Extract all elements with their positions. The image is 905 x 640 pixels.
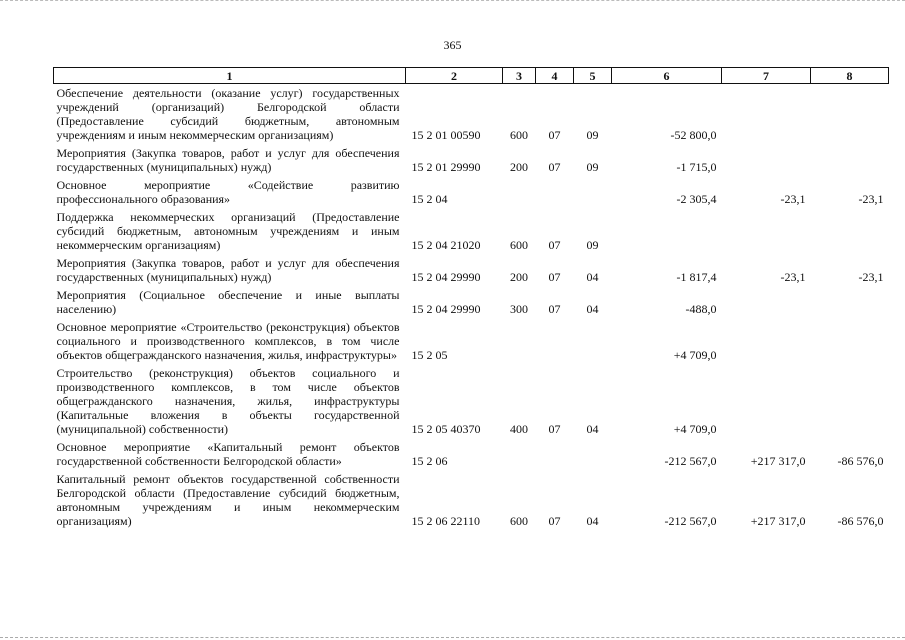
row-subsection: 09 [586,160,599,174]
row-amount-2: -23,1 [780,270,806,284]
row-section: 07 [548,238,561,252]
header-row [54,68,889,84]
table-row [54,254,889,286]
row-expense-type [503,438,536,470]
row-amount-3: -23,1 [858,270,884,284]
table-row [54,318,889,364]
row-amount-1 [612,208,722,254]
row-description: Строительство (реконструкция) объектов социального и производственного комплексов, в том числе объектов общегражданского назначения, жилья, инфраструктуры (Капитальные вложения в объекты государственной (муниципальной) собственности) [56,366,400,436]
row-amount-1: -488,0 [685,302,717,316]
row-expense-type [503,176,536,208]
row-amount-3 [811,364,889,438]
row-amount-1: -1 715,0 [676,160,717,174]
table-row [54,208,889,254]
row-code: 15 2 06 22110 [411,514,481,528]
header-col-3: 3 [503,68,536,84]
row-section: 07 [548,160,561,174]
row-section: 07 [548,302,561,316]
row-expense-type [503,318,536,364]
header-col-4: 4 [536,68,574,84]
header-col-2: 2 [406,68,503,84]
row-subsection [574,438,612,470]
row-subsection [574,176,612,208]
row-code: 15 2 04 21020 [411,238,481,252]
row-expense-type: 300 [510,302,528,316]
row-expense-type: 200 [510,160,528,174]
row-section [536,176,574,208]
row-subsection: 04 [586,270,599,284]
row-subsection: 04 [586,422,599,436]
table-row [54,84,889,145]
row-amount-1: +4 709,0 [673,422,717,436]
row-description: Основное мероприятие «Строительство (реконструкция) объектов социального и производственного комплексов, в том числе объектов общегражданского назначения, жилья, инфраструктуры» [56,320,400,362]
row-subsection: 04 [586,302,599,316]
row-section: 07 [548,128,561,142]
row-code: 15 2 05 40370 [411,422,481,436]
table-row [54,176,889,208]
row-description: Обеспечение деятельности (оказание услуг) государственных учреждений (организаций) Белгородской области (Предоставление субсидий бюджетным, автономным учреждениям и иным некоммерческим организациям) [56,86,400,142]
row-amount-3: -23,1 [858,192,884,206]
row-amount-2 [722,208,811,254]
row-amount-1: -212 567,0 [664,454,717,468]
row-expense-type: 400 [510,422,528,436]
row-amount-1: -212 567,0 [664,514,717,528]
row-amount-3: -86 576,0 [837,454,884,468]
row-description: Капитальный ремонт объектов государственной собственности Белгородской области (Предоставление субсидий бюджетным, автономным учреждениям и иным некоммерческим организациям) [56,472,400,528]
row-code: 15 2 01 00590 [411,128,481,142]
row-amount-2 [722,364,811,438]
row-amount-2: +217 317,0 [750,454,806,468]
row-expense-type: 600 [510,514,528,528]
row-amount-3 [811,286,889,318]
header-col-6: 6 [612,68,722,84]
row-section [536,318,574,364]
row-subsection: 09 [586,238,599,252]
table-row [54,438,889,470]
row-amount-3: -86 576,0 [837,514,884,528]
row-amount-1: -2 305,4 [676,192,717,206]
table-row [54,364,889,438]
page-top-edge [0,0,905,3]
header-col-1: 1 [54,68,406,84]
row-amount-1: -52 800,0 [670,128,717,142]
row-amount-2 [722,84,811,145]
row-expense-type: 200 [510,270,528,284]
row-amount-3 [811,144,889,176]
row-amount-3 [811,318,889,364]
header-col-8: 8 [811,68,889,84]
row-section: 07 [548,422,561,436]
table-row [54,470,889,530]
row-code: 15 2 04 29990 [411,270,481,284]
row-description: Основное мероприятие «Капитальный ремонт объектов государственной собственности Белгородской области» [56,440,400,468]
row-amount-1: -1 817,4 [676,270,717,284]
row-description: Мероприятия (Закупка товаров, работ и услуг для обеспечения государственных (муниципальных) нужд) [56,256,400,284]
row-section [536,438,574,470]
row-code: 15 2 04 [411,192,448,206]
row-description: Основное мероприятие «Содействие развитию профессионального образования» [56,178,400,206]
row-subsection: 04 [586,514,599,528]
page-number: 365 [443,38,462,52]
table-row [54,286,889,318]
table-row [54,144,889,176]
row-amount-1: +4 709,0 [673,348,717,362]
budget-table [53,67,889,530]
row-amount-2 [722,318,811,364]
row-amount-2: -23,1 [780,192,806,206]
row-expense-type: 600 [510,238,528,252]
row-amount-2 [722,144,811,176]
row-description: Поддержка некоммерческих организаций (Предоставление субсидий бюджетным, автономным учреждениям и иным некоммерческим организациям) [56,210,400,252]
row-section: 07 [548,270,561,284]
page-bottom-edge [0,635,905,638]
row-description: Мероприятия (Социальное обеспечение и иные выплаты населению) [56,288,400,316]
row-section: 07 [548,514,561,528]
row-amount-2: +217 317,0 [750,514,806,528]
row-code: 15 2 05 [411,348,448,362]
row-code: 15 2 04 29990 [411,302,481,316]
row-description: Мероприятия (Закупка товаров, работ и услуг для обеспечения государственных (муниципальных) нужд) [56,146,400,174]
row-code: 15 2 06 [411,454,448,468]
row-subsection: 09 [586,128,599,142]
row-expense-type: 600 [510,128,528,142]
row-code: 15 2 01 29990 [411,160,481,174]
header-col-5: 5 [574,68,612,84]
row-amount-2 [722,286,811,318]
row-amount-3 [811,84,889,145]
row-amount-3 [811,208,889,254]
row-subsection [574,318,612,364]
header-col-7: 7 [722,68,811,84]
